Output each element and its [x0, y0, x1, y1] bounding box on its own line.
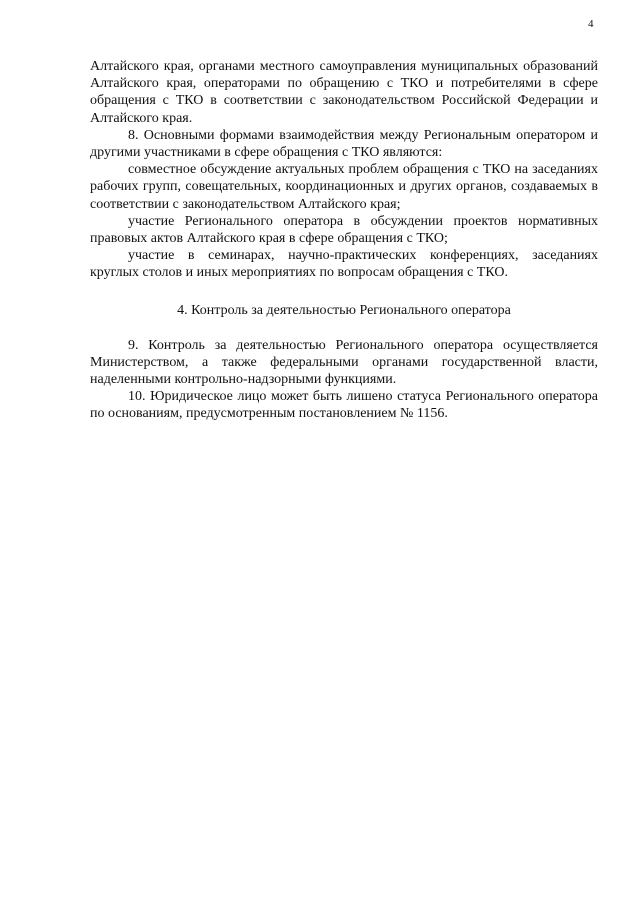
paragraph-item-9: 9. Контроль за деятельностью Регионального оператора осуществляется Министерством, а также федеральными органами государственной власти, наделенными контрольно-надзорными функциями. [90, 337, 598, 388]
paragraph-participation-seminars: участие в семинарах, научно-практических конференциях, заседаниях круглых столов и иных мероприятиях по вопросам обращения с ТКО. [90, 248, 598, 281]
paragraph-joint-discussion: совместное обсуждение актуальных проблем обращения с ТКО на заседаниях рабочих групп, совещательных, координационных и других органов, создаваемых в соответствии с законодательством Алтайского края; [90, 162, 598, 212]
document-body [90, 58, 598, 423]
paragraph-item-8: 8. Основными формами взаимодействия между Региональным оператором и другими участниками в сфере обращения с ТКО являются: [90, 127, 598, 161]
paragraph-item-10: 10. Юридическое лицо может быть лишено статуса Регионального оператора по основаниям, предусмотренным постановлением № 1156. [90, 389, 598, 422]
paragraph-continuation: Алтайского края, органами местного самоуправления муниципальных образований Алтайского края, операторами по обращению с ТКО и потребителями в сфере обращения с ТКО в соответствии с законодательством Российской Федерации и Алтайского края. [90, 59, 598, 126]
section-heading: 4. Контроль за деятельностью Регионального оператора [177, 302, 511, 318]
page-number: 4 [588, 18, 594, 30]
paragraph-participation-drafts: участие Регионального оператора в обсуждении проектов нормативных правовых актов Алтайского края в сфере обращения с ТКО; [90, 213, 598, 247]
